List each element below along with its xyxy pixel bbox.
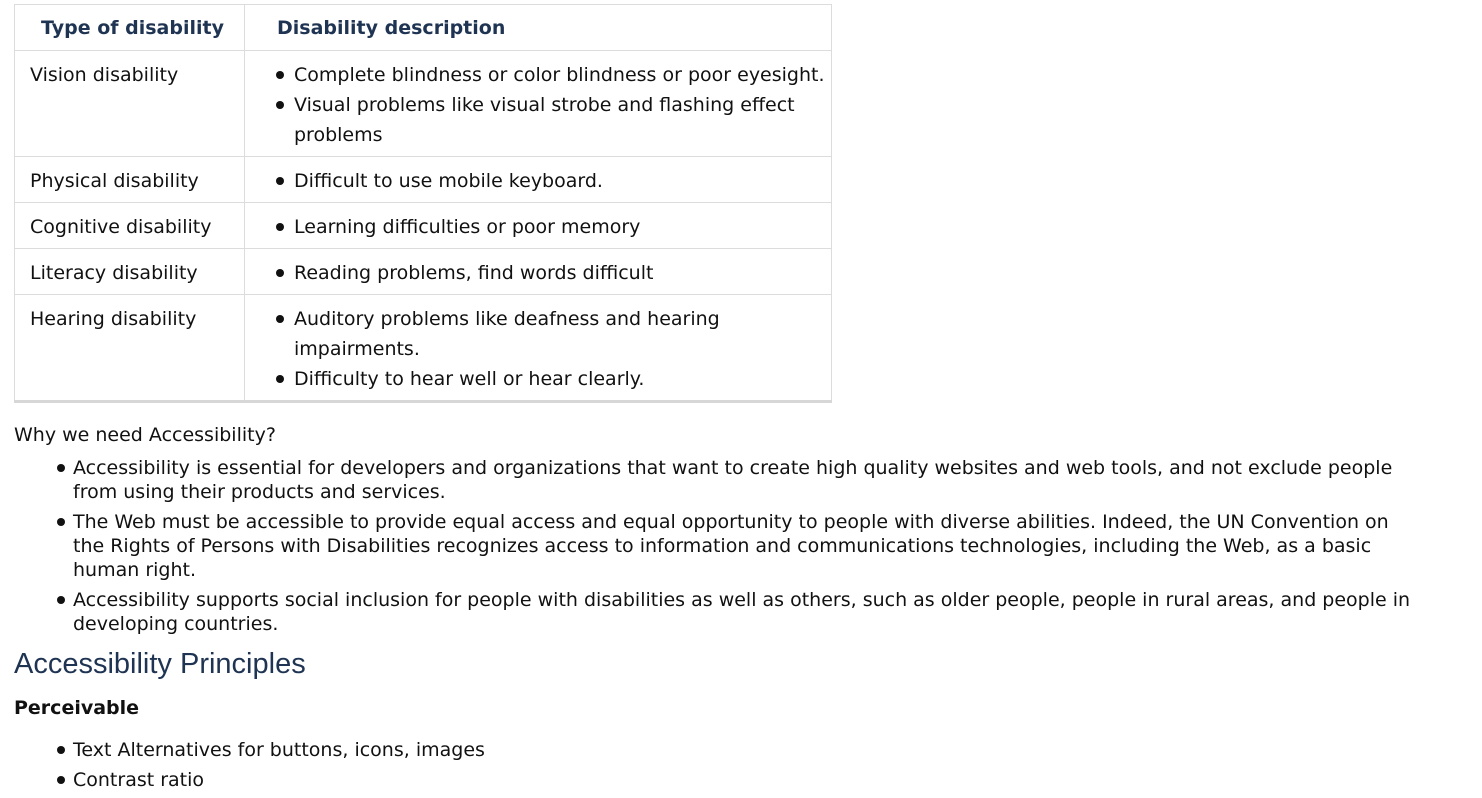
disability-description-cell xyxy=(245,249,832,295)
table-header-row xyxy=(15,5,832,51)
header-type-of-disability: Type of disability xyxy=(15,5,245,51)
description-list xyxy=(275,258,831,288)
table-row xyxy=(15,203,832,249)
list-item: Accessibility supports social inclusion for people with disabilities as well as others, such as older people, people in rural areas, and people in developing countries. xyxy=(56,588,1424,636)
description-list xyxy=(275,166,831,196)
description-list xyxy=(275,60,831,150)
list-item: The Web must be accessible to provide equal access and equal opportunity to people with diverse abilities. Indeed, the UN Convention on the Rights of Persons with Disabilities recognizes access to information and communications technologies, including the Web, as a basic human right. xyxy=(56,510,1424,582)
disability-type-cell: Literacy disability xyxy=(15,249,245,295)
disability-type-cell: Physical disability xyxy=(15,157,245,203)
list-item: Auditory problems like deafness and hearing impairments. xyxy=(275,304,831,364)
description-list xyxy=(275,304,831,394)
list-item: Visual problems like visual strobe and flashing effect problems xyxy=(275,90,831,150)
disability-description-cell xyxy=(245,157,832,203)
perceivable-heading: Perceivable xyxy=(14,697,140,719)
disability-type-cell: Hearing disability xyxy=(15,295,245,402)
list-item: Text Alternatives for buttons, icons, images xyxy=(56,738,1424,762)
list-item: Difficulty to hear well or hear clearly. xyxy=(275,364,831,394)
why-accessibility-question: Why we need Accessibility? xyxy=(14,424,276,446)
list-item: Reading problems, find words difficult xyxy=(275,258,831,288)
list-item: Difficult to use mobile keyboard. xyxy=(275,166,831,196)
table-row xyxy=(15,51,832,157)
list-item: Contrast ratio xyxy=(56,768,1424,792)
list-item: Learning difficulties or poor memory xyxy=(275,212,831,242)
disability-description-cell xyxy=(245,295,832,402)
page-content xyxy=(14,4,1424,798)
list-item: Accessibility is essential for developers and organizations that want to create high quality websites and web tools, and not exclude people from using their products and services. xyxy=(56,456,1424,504)
disability-description-cell xyxy=(245,51,832,157)
disability-description-cell xyxy=(245,203,832,249)
description-list xyxy=(275,212,831,242)
why-accessibility-list xyxy=(56,456,1424,636)
header-disability-description: Disability description xyxy=(245,5,832,51)
table-row xyxy=(15,157,832,203)
accessibility-principles-heading: Accessibility Principles xyxy=(14,648,306,680)
list-item: Complete blindness or color blindness or poor eyesight. xyxy=(275,60,831,90)
table-row xyxy=(15,249,832,295)
disability-table xyxy=(14,4,832,403)
perceivable-list xyxy=(56,738,1424,792)
disability-type-cell: Cognitive disability xyxy=(15,203,245,249)
table-row xyxy=(15,295,832,402)
disability-type-cell: Vision disability xyxy=(15,51,245,157)
